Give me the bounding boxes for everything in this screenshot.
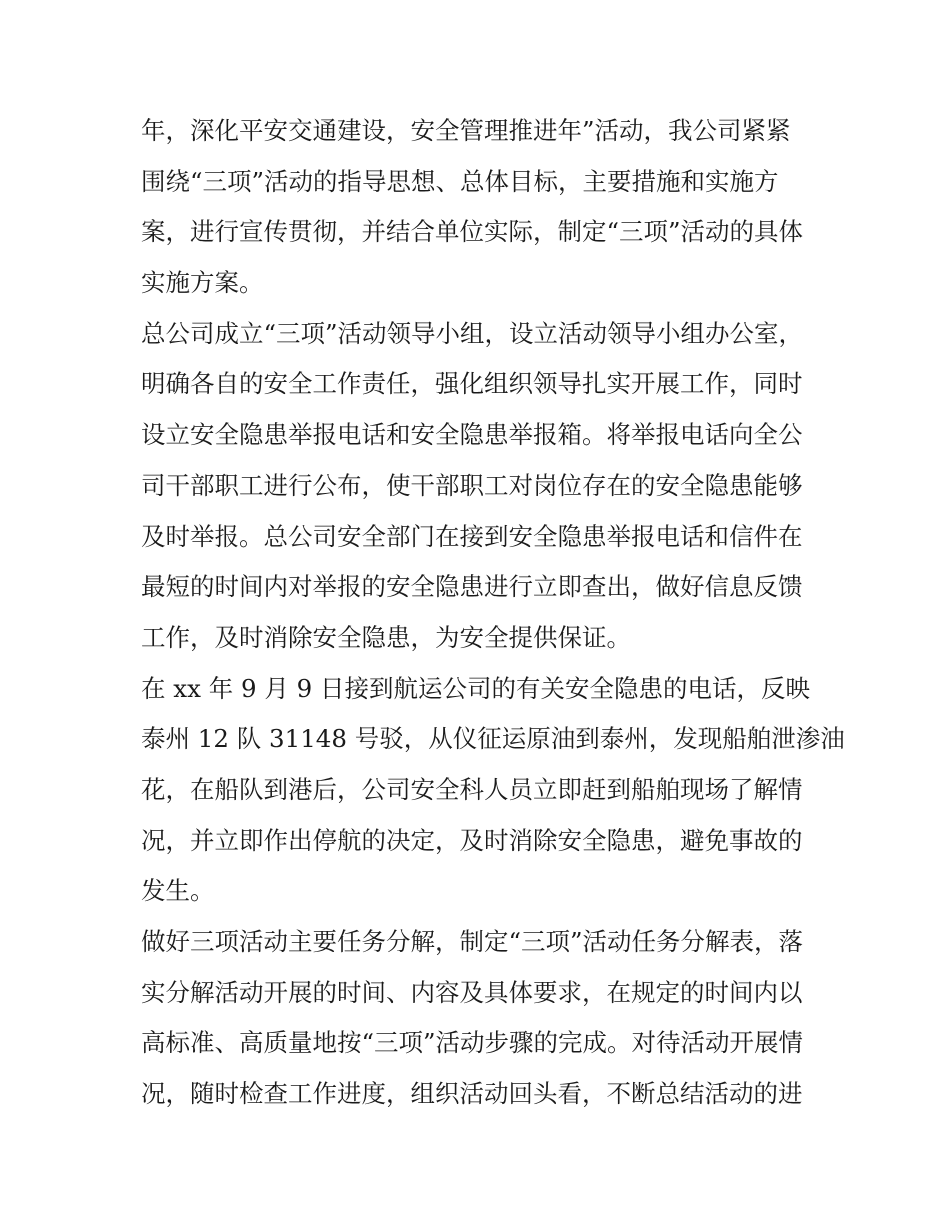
text-line: 高标准、高质量地按“三项”活动步骤的完成。对待活动开展情	[141, 1028, 804, 1058]
text-line: 设立安全隐患举报电话和安全隐患举报箱。将举报电话向全公	[141, 420, 803, 450]
document-body	[141, 106, 845, 1120]
text-line: 案，进行宣传贯彻，并结合单位实际，制定“三项”活动的具体	[141, 217, 804, 247]
text-line: 在 xx 年 9 月 9 日接到航运公司的有关安全隐患的电话，反映	[141, 673, 811, 703]
text-line: 司干部职工进行公布，使干部职工对岗位存在的安全隐患能够	[141, 470, 803, 500]
text-line: 及时举报。总公司安全部门在接到安全隐患举报电话和信件在	[141, 521, 803, 551]
text-line: 实施方案。	[141, 268, 264, 298]
text-line: 总公司成立“三项”活动领导小组，设立活动领导小组办公室，	[141, 318, 804, 348]
text-line: 况，随时检查工作进度，组织活动回头看，不断总结活动的进	[141, 1079, 803, 1109]
paragraph	[141, 917, 821, 1120]
text-line: 围绕“三项”活动的指导思想、总体目标，主要措施和实施方	[141, 166, 779, 196]
text-line: 发生。	[141, 876, 215, 906]
paragraph	[141, 106, 821, 309]
text-line: 况，并立即作出停航的决定，及时消除安全隐患，避免事故的	[141, 825, 803, 855]
text-line: 工作，及时消除安全隐患，为安全提供保证。	[141, 622, 631, 652]
text-line: 明确各自的安全工作责任，强化组织领导扎实开展工作，同时	[141, 369, 803, 399]
text-line: 做好三项活动主要任务分解，制定“三项”活动任务分解表，落	[141, 927, 804, 956]
text-line: 年，深化平安交通建设，安全管理推进年”活动，我公司紧紧	[141, 116, 791, 145]
text-line: 泰州 12 队 31148 号驳，从仪征运原油到泰州，发现船舶泄渗油	[141, 724, 845, 754]
text-line: 花，在船队到港后，公司安全科人员立即赶到船舶现场了解情	[141, 774, 803, 804]
text-line: 最短的时间内对举报的安全隐患进行立即查出，做好信息反馈	[141, 572, 803, 602]
paragraph	[141, 309, 821, 664]
paragraph	[141, 664, 845, 917]
text-line: 实分解活动开展的时间、内容及具体要求，在规定的时间内以	[141, 977, 803, 1007]
